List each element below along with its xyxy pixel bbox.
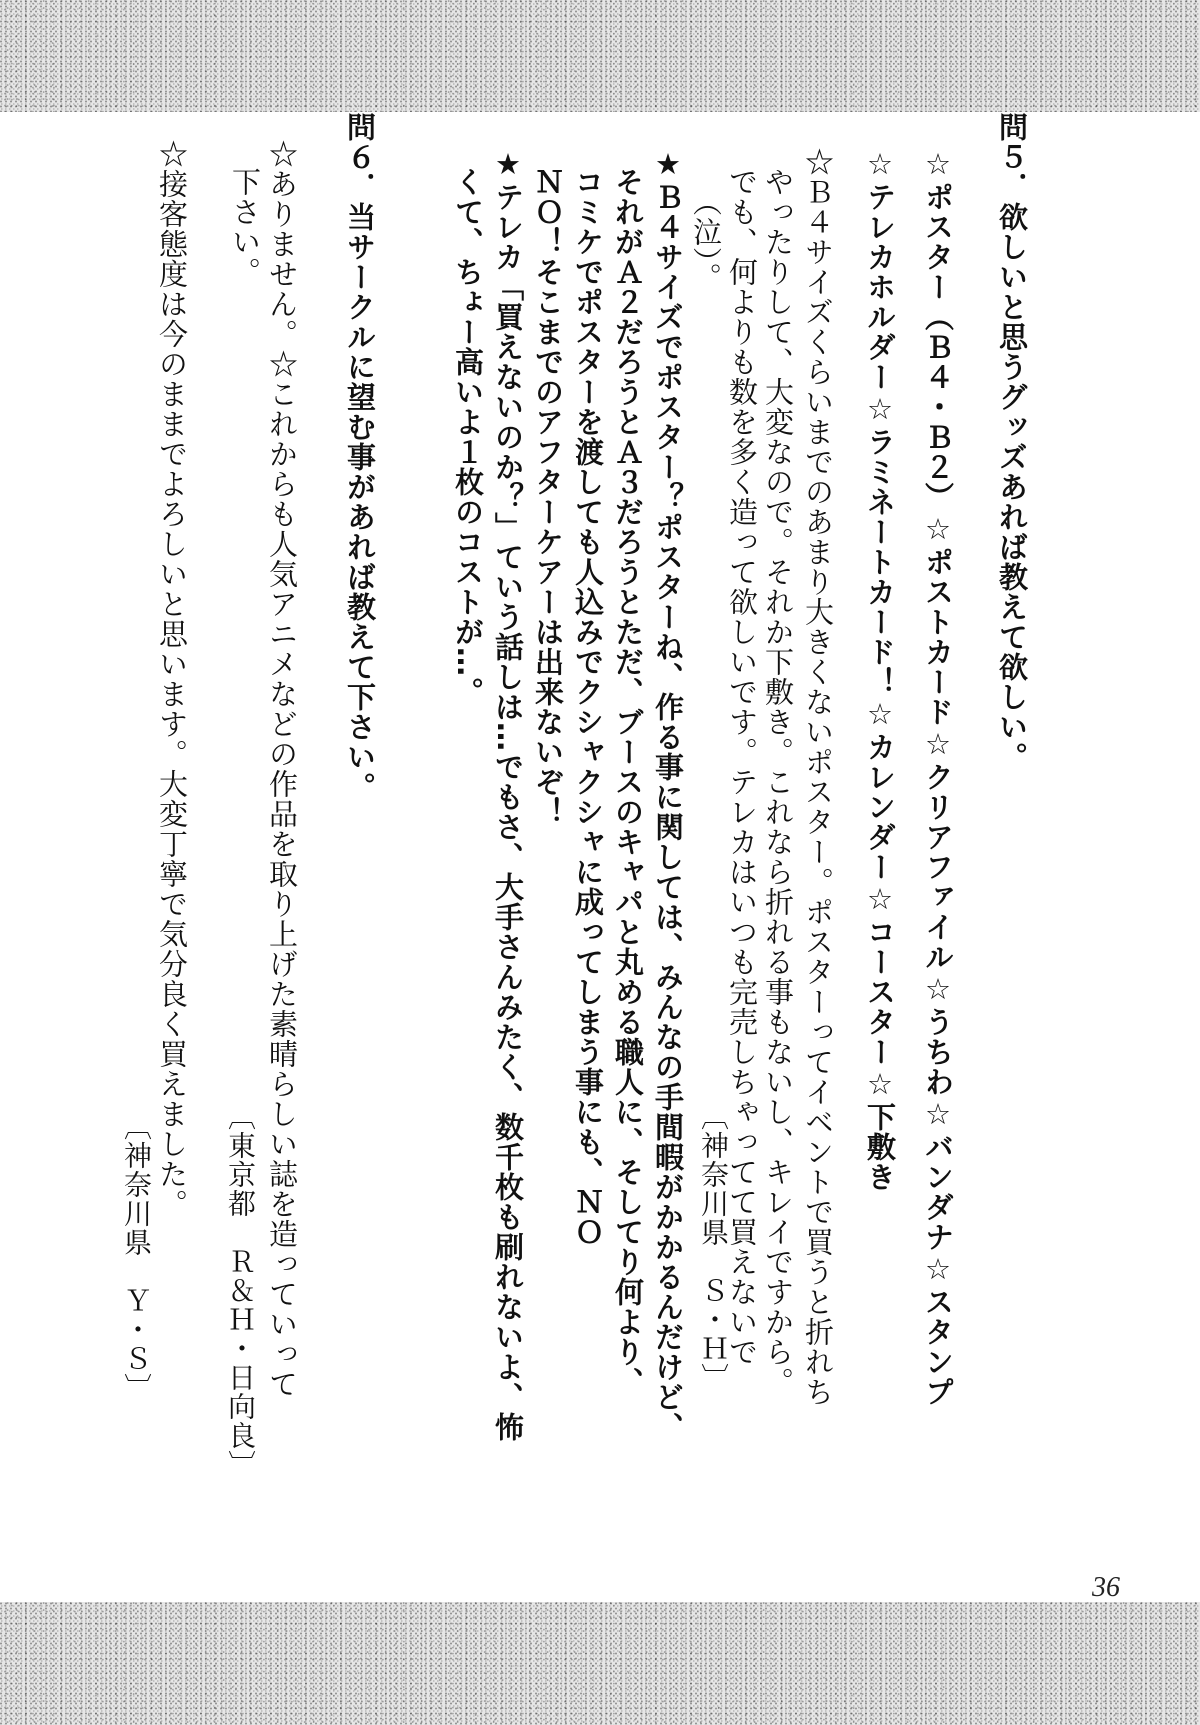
q6-answer1-signature: 〔東京都 Ｒ＆Ｈ・日向良〕 (224, 1102, 257, 1479)
q5-reply-line-2: それがＡ２だろうとＡ３だろうとただ、ブースのキャパと丸める職人に、そしてり何より、 (611, 167, 645, 1397)
q5-goods-line-2: ☆テレカホルダー☆ラミネートカード！☆カレンダー☆コースター☆下敷き (863, 147, 897, 1192)
q5-heading: 問５．欲しいと思うグッズあれば教えて欲しい。 (995, 112, 1029, 772)
q5-answer1-line-3: でも、何よりも数を多く造って欲しいです。テレカはいつも完売しちゃってて買えないで (725, 167, 759, 1367)
q6-answer1-line-1: ☆ありません。☆これからも人気アニメなどの作品を取り上げた素晴らしい誌を造っていって (265, 139, 299, 1399)
q5-goods-line-1: ☆ポスター（Ｂ４・Ｂ２）☆ポストカード☆クリアファイル☆うちわ☆バンダナ☆スタンプ (921, 147, 955, 1407)
q5-answer1-line-2: やったりして、大変なので。それか下敷き。これなら折れる事もないし、キレイですから。 (761, 167, 795, 1397)
q5-reply-line-5: ★テレカ「買えないのか？」ていう話しは…でもさ、大手さんみたく、数千枚も刷れないよ、怖 (491, 147, 525, 1442)
page-number: 36 (1092, 1572, 1120, 1603)
q5-reply-line-6: くて、ちょー高いよ１枚のコストが…。 (451, 167, 485, 707)
q5-reply-line-4: ＮＯ！そこまでのアフターケアーは出来ないぞ！ (531, 167, 565, 827)
q5-reply-line-3: コミケでポスターを渡しても人込みでクシャクシャに成ってしまう事にも、ＮＯ (571, 167, 605, 1247)
document-page (0, 112, 1200, 1602)
q6-answer1-line-2: 下さい。 (228, 167, 262, 287)
q6-answer2-signature: 〔神奈川県 Ｙ・Ｓ〕 (120, 1112, 153, 1402)
q6-heading: 問６．当サークルに望む事があれば教えて下さい。 (343, 112, 377, 802)
scan-noise-bottom (0, 1602, 1200, 1725)
scan-noise-top (0, 0, 1200, 112)
q5-answer1-line-4: （泣）。 (689, 187, 723, 293)
q5-answer1-line-1: ☆Ｂ４サイズくらいまでのあまり大きくないポスター。ポスターってイベントで買うと折れち (801, 147, 835, 1407)
q6-answer2-line-1: ☆接客態度は今のままでよろしいと思います。大変丁寧で気分良く買えました。 (155, 139, 189, 1219)
q5-reply-line-1: ★Ｂ４サイズでポスター？ポスターね、作る事に関しては、みんなの手間暇がかかるんだけど、 (651, 147, 685, 1442)
q5-answer1-signature: 〔神奈川県 Ｓ・Ｈ〕 (697, 1102, 730, 1392)
